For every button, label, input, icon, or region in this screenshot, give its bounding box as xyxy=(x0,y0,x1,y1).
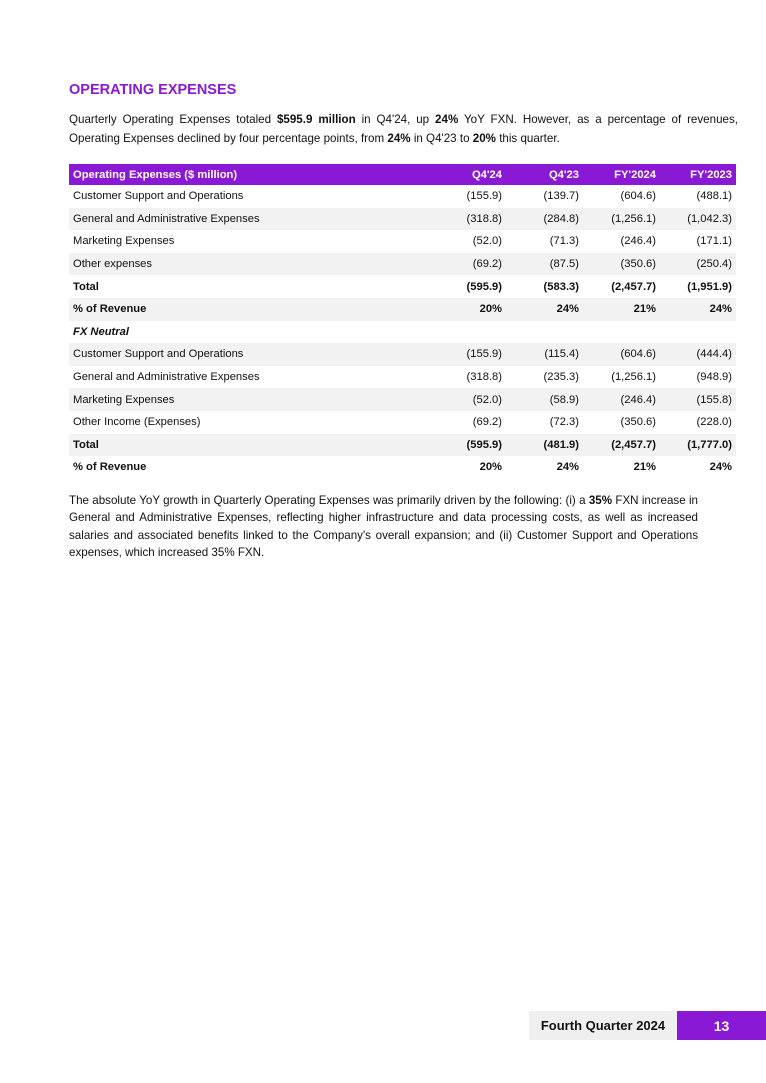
cell-value: (171.1) xyxy=(696,235,732,248)
cell-value: (246.4) xyxy=(583,388,660,411)
cell-value: (155.8) xyxy=(660,388,736,411)
cell-value: 21% xyxy=(583,298,660,321)
row-label: Customer Support and Operations xyxy=(73,190,244,203)
header-fy-2023: FY'2023 xyxy=(660,164,736,185)
cell-value: (488.1) xyxy=(696,190,732,203)
cell-value: (69.2) xyxy=(472,416,502,429)
closing-text-2: FXN increase in General and Administrative Expenses, reflecting higher infrastructure and data processing costs, as well as increased salaries and associated benefits linked to the Company's overall expansion; and (ii) Customer Support and Operations expenses, which increased 35% FXN. xyxy=(69,494,699,560)
table-header-row xyxy=(69,164,736,185)
cell-value: (71.3) xyxy=(549,235,579,248)
cell-value: (52.0) xyxy=(424,388,506,411)
page-number: 13 xyxy=(677,1011,766,1040)
intro-text-2: in Q4'24, up xyxy=(355,113,436,126)
cell-value: 24% xyxy=(556,461,579,474)
cell-value: 24% xyxy=(506,298,583,321)
header-label: Operating Expenses ($ million) xyxy=(69,164,424,185)
row-label: Marketing Expenses xyxy=(69,388,424,411)
section-title: OPERATING EXPENSES xyxy=(69,82,237,98)
cell-value: (87.5) xyxy=(506,253,583,276)
intro-bold-3: 24% xyxy=(387,132,411,145)
total-row xyxy=(69,275,736,298)
cell-value: 21% xyxy=(633,461,656,474)
percent-of-revenue-row xyxy=(69,298,736,321)
intro-paragraph xyxy=(69,110,738,148)
fx-total-row xyxy=(69,434,736,457)
intro-text-3: YoY FXN. However, as a percentage of revenues, Operating Expenses declined by four percentage points, from xyxy=(69,113,738,145)
cell-value: (235.3) xyxy=(543,371,579,384)
table-row xyxy=(69,230,736,253)
footer-quarter-label: Fourth Quarter 2024 xyxy=(529,1011,677,1040)
cell-value xyxy=(583,321,660,344)
table-row xyxy=(69,388,736,411)
cell-value: (595.9) xyxy=(466,280,502,293)
intro-text-4: in Q4'23 to xyxy=(410,132,473,145)
cell-value: (155.9) xyxy=(424,343,506,366)
intro-bold-1: $595.9 million xyxy=(276,113,356,126)
cell-value: (250.4) xyxy=(660,253,736,276)
row-label: General and Administrative Expenses xyxy=(73,371,260,384)
cell-value: (583.3) xyxy=(543,280,579,293)
cell-value: (228.0) xyxy=(696,416,732,429)
cell-value: (72.3) xyxy=(549,416,579,429)
closing-text-1: The absolute YoY growth in Quarterly Operating Expenses was primarily driven by the following: (i) a xyxy=(69,494,589,507)
table-row xyxy=(69,343,736,366)
cell-value: (948.9) xyxy=(696,371,732,384)
cell-value: (1,951.9) xyxy=(687,280,732,293)
intro-bold-4: 20% xyxy=(472,132,496,145)
table-row xyxy=(69,366,736,389)
cell-value: (139.7) xyxy=(543,190,579,203)
row-label: General and Administrative Expenses xyxy=(69,208,424,231)
row-label: % of Revenue xyxy=(73,461,147,474)
cell-value: 24% xyxy=(709,461,732,474)
cell-value: (444.4) xyxy=(660,343,736,366)
row-label: % of Revenue xyxy=(69,298,424,321)
table-row xyxy=(69,411,736,434)
cell-value: (2,457.7) xyxy=(583,434,660,457)
cell-value: (155.9) xyxy=(466,190,502,203)
row-label: Other Income (Expenses) xyxy=(73,416,201,429)
cell-value: 20% xyxy=(424,298,506,321)
cell-value: (69.2) xyxy=(424,253,506,276)
row-label: Other expenses xyxy=(69,253,424,276)
fx-percent-of-revenue-row xyxy=(69,456,736,479)
cell-value: (52.0) xyxy=(472,235,502,248)
table-row xyxy=(69,185,736,208)
closing-paragraph xyxy=(69,492,698,562)
row-label: Customer Support and Operations xyxy=(69,343,424,366)
cell-value: (604.6) xyxy=(620,190,656,203)
cell-value: (481.9) xyxy=(506,434,583,457)
fx-neutral-subheader-row xyxy=(69,321,736,344)
operating-expenses-table xyxy=(69,164,736,479)
header-q4-23: Q4'23 xyxy=(506,164,583,185)
cell-value xyxy=(506,321,583,344)
table-row xyxy=(69,208,736,231)
cell-value: (318.8) xyxy=(424,208,506,231)
row-label: Marketing Expenses xyxy=(73,235,175,248)
intro-bold-2: 24% xyxy=(435,113,459,126)
header-q4-24: Q4'24 xyxy=(424,164,506,185)
cell-value: (595.9) xyxy=(424,434,506,457)
cell-value xyxy=(660,321,736,344)
cell-value: (2,457.7) xyxy=(611,280,656,293)
cell-value: (318.8) xyxy=(466,371,502,384)
closing-bold-1: 35% xyxy=(588,494,613,507)
cell-value: 20% xyxy=(479,461,502,474)
intro-text-5: this quarter. xyxy=(495,132,560,145)
cell-value: (1,256.1) xyxy=(583,208,660,231)
cell-value: (284.8) xyxy=(506,208,583,231)
cell-value xyxy=(424,321,506,344)
cell-value: (58.9) xyxy=(506,388,583,411)
cell-value: (350.6) xyxy=(620,416,656,429)
cell-value: (115.4) xyxy=(506,343,583,366)
cell-value: (246.4) xyxy=(620,235,656,248)
cell-value: (1,256.1) xyxy=(611,371,656,384)
header-fy-2024: FY'2024 xyxy=(583,164,660,185)
row-label: Total xyxy=(73,280,99,293)
cell-value: (1,042.3) xyxy=(660,208,736,231)
cell-value: (350.6) xyxy=(583,253,660,276)
cell-value: (604.6) xyxy=(583,343,660,366)
table-row xyxy=(69,253,736,276)
cell-value: (1,777.0) xyxy=(660,434,736,457)
intro-text-1: Quarterly Operating Expenses totaled xyxy=(69,113,277,126)
cell-value: 24% xyxy=(660,298,736,321)
row-label: Total xyxy=(69,434,424,457)
subheader-label: FX Neutral xyxy=(73,325,129,338)
